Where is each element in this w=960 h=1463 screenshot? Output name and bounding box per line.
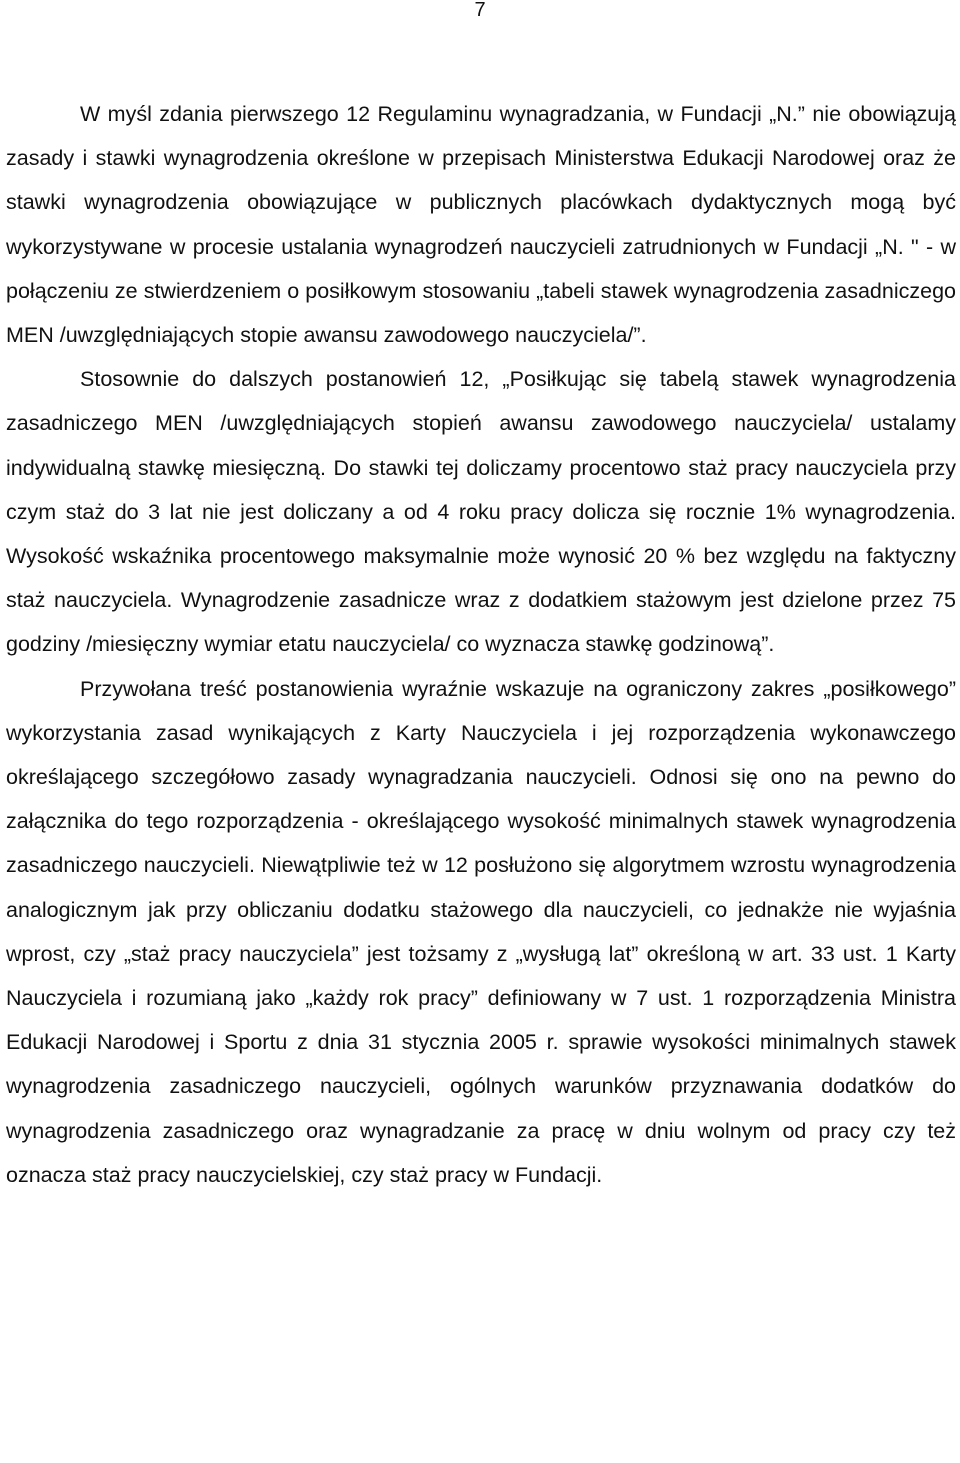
paragraph-interpretation: Przywołana treść postanowienia wyraźnie wskazuje na ograniczony zakres „posiłkowego” wykorzystania zasad wynikających z Karty Nauczyciela i jej rozporządzenia wykonawczego określającego szczegółowo zasady wynagradzania nauczycieli. Odnosi się ono na pewno do załącznika do tego rozporządzenia - określającego wysokość minimalnych stawek wynagrodzenia zasadniczego nauczycieli. Niewątpliwie też w 12 posłużono się algorytmem wzrostu wynagrodzenia analogicznym jak przy obliczaniu dodatku stażowego dla nauczycieli, co jednakże nie wyjaśnia wprost, czy „staż pracy nauczyciela” jest tożsamy z „wysługą lat” określoną w art. 33 ust. 1 Karty Nauczyciela i rozumianą jako „każdy rok pracy” definiowany w 7 ust. 1 rozporządzenia Ministra Edukacji Narodowej i Sportu z dnia 31 stycznia 2005 r. sprawie wysokości minimalnych stawek wynagrodzenia zasadniczego nauczycieli, ogólnych warunków przyznawania dodatków do wynagrodzenia zasadniczego oraz wynagradzanie za pracę w dniu wolnym od pracy czy też oznacza staż pracy nauczycielskiej, czy staż pracy w Fundacji. xyxy=(6,676,956,1187)
paragraph-regulamin-quote: W myśl zdania pierwszego 12 Regulaminu wynagradzania, w Fundacji „N.” nie obowiązują zasady i stawki wynagrodzenia określone w przepisach Ministerstwa Edukacji Narodowej oraz że stawki wynagrodzenia obowiązujące w publicznych placówkach dydaktycznych mogą być wykorzystywane w procesie ustalania wynagrodzeń nauczycieli zatrudnionych w Fundacji „N. " - w połączeniu ze stwierdzeniem o posiłkowym stosowaniu „tabeli stawek wynagrodzenia zasadniczego MEN /uwzględniających stopie awansu zawodowego nauczyciela/”. xyxy=(6,102,956,348)
document-body xyxy=(6,92,956,1197)
page-number: 7 xyxy=(474,0,486,21)
paragraph-salary-rules: Stosownie do dalszych postanowień 12, „Posiłkując się tabelą stawek wynagrodzenia zasadniczego MEN /uwzględniających stopień awansu zawodowego nauczyciela/ ustalamy indywidualną stawkę miesięczną. Do stawki tej doliczamy procentowo staż pracy nauczyciela przy czym staż do 3 lat nie jest doliczany a od 4 roku pracy dolicza się rocznie 1% wynagrodzenia. Wysokość wskaźnika procentowego maksymalnie może wynosić 20 % bez względu na faktyczny staż nauczyciela. Wynagrodzenie zasadnicze wraz z dodatkiem stażowym jest dzielone przez 75 godziny /miesięczny wymiar etatu nauczyciela/ co wyznacza stawkę godzinową”. xyxy=(6,367,956,657)
